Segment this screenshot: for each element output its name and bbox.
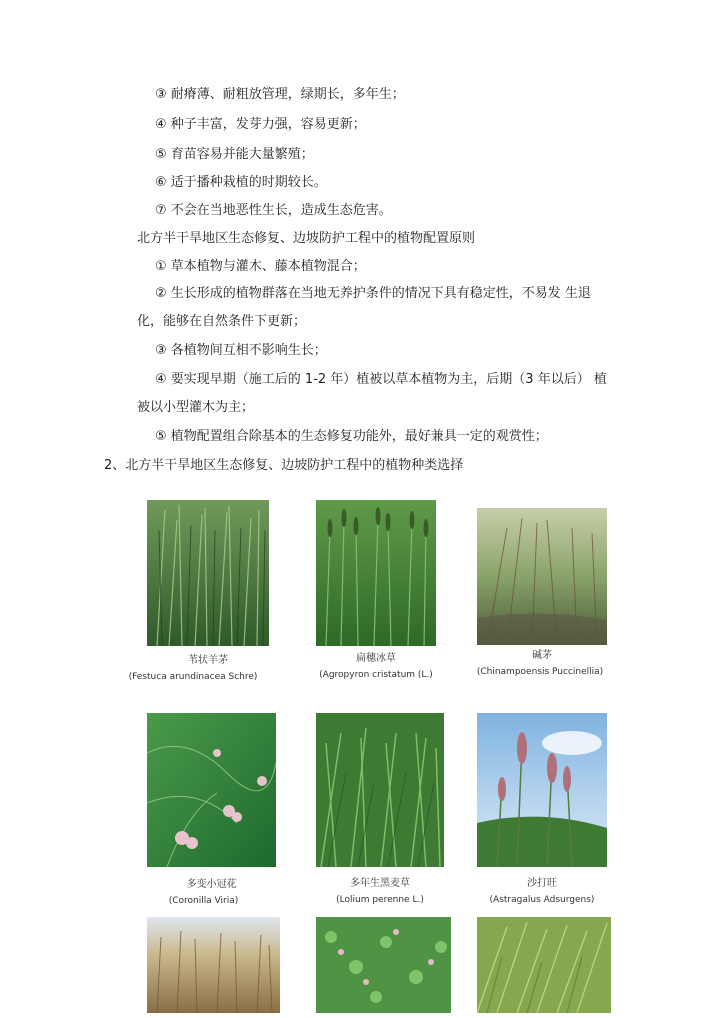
requirement-6: ⑥ 适于播种栽植的时期较长。	[155, 175, 327, 190]
reed-grass-photo	[147, 917, 280, 1013]
wild-rye-photo	[477, 917, 611, 1013]
requirement-7: ⑦ 不会在当地恶性生长，造成生态危害。	[155, 203, 392, 218]
astragalus-photo	[477, 713, 607, 867]
principle-2-line1: ② 生长形成的植物群落在当地无养护条件的情况下具有稳定性，不易发 生退	[155, 286, 591, 301]
clover-field-photo	[316, 917, 451, 1013]
section-2-heading: 2、北方半干旱地区生态修复、边坡防护工程中的植物种类选择	[104, 458, 464, 473]
puccinellia-photo	[477, 508, 607, 645]
principle-4-line2: 被以小型灌木为主；	[137, 400, 255, 415]
plant-latin-agropyron: (Agropyron cristatum (L.)	[319, 670, 433, 680]
plant-name-agropyron: 扁穗冰草	[356, 653, 396, 664]
plant-latin-lolium: (Lolium perenne L.)	[336, 895, 424, 905]
festuca-photo	[147, 500, 269, 646]
principle-5: ⑤ 植物配置组合除基本的生态修复功能外，最好兼具一定的观赏性；	[155, 429, 548, 444]
principle-3: ③ 各植物间互相不影响生长；	[155, 343, 327, 358]
principle-1: ① 草本植物与灌木、藤本植物混合；	[155, 259, 366, 274]
plant-name-coronilla: 多变小冠花	[186, 879, 237, 890]
principle-2-line2: 化，能够在自然条件下更新；	[137, 314, 307, 329]
principle-4-line1: ④ 要实现早期（施工后的 1-2 年）植被以草本植物为主，后期（3 年以后） 植	[155, 372, 607, 387]
plant-latin-puccinellia: (Chinampoensis Puccinellia)	[476, 667, 604, 677]
plant-name-festuca: 苇状羊茅	[188, 655, 228, 666]
requirement-4: ④ 种子丰富，发芽力强，容易更新；	[155, 117, 366, 132]
lolium-photo	[316, 713, 444, 867]
plant-latin-astragalus: (Astragalus Adsurgens)	[489, 895, 595, 905]
coronilla-photo	[147, 713, 276, 867]
requirement-3: ③ 耐瘠薄、耐粗放管理，绿期长，多年生；	[155, 87, 405, 102]
plant-latin-festuca: (Festuca arundinacea Schre)	[128, 672, 258, 682]
plant-latin-coronilla: (Coronilla Viria)	[168, 896, 239, 906]
requirement-5: ⑤ 育苗容易并能大量繁殖；	[155, 147, 314, 162]
principles-heading: 北方半干旱地区生态修复、边坡防护工程中的植物配置原则	[137, 231, 476, 246]
agropyron-photo	[316, 500, 436, 646]
plant-name-lolium: 多年生黑麦草	[350, 878, 410, 889]
plant-name-astragalus: 沙打旺	[527, 878, 557, 889]
plant-name-puccinellia: 碱茅	[532, 650, 552, 661]
